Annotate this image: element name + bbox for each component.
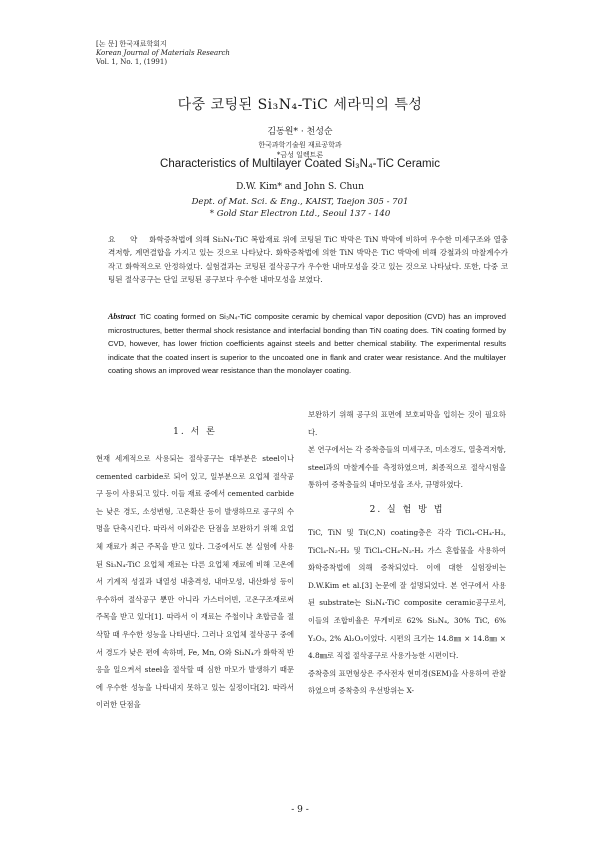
journal-name-en: Korean Journal of Materials Research	[96, 49, 230, 57]
paper-title-en: Characteristics of Multilayer Coated Si₃N₄-TiC Ceramic	[160, 158, 440, 170]
section-1-heading: 1. 서 론	[173, 427, 217, 437]
affiliation-en	[0, 196, 600, 220]
affiliation-en-2: * Gold Star Electron Ltd., Seoul 137 - 140	[209, 209, 391, 219]
right-paragraph-2: 본 연구에서는 각 증착층들의 미세구조, 미소경도, 열충격저항, steel과의 마찰계수를 측정하였으며, 최종적으로 절삭시험을 통하여 증착층들의 내마모성을 조사, 규명하였다.	[308, 445, 506, 490]
page-number: - 9 -	[291, 805, 309, 815]
section-2-paragraph-2: 증착층의 표면형상은 주사전자 현미경(SEM)을 사용하여 관찰하였으며 증착층의 우선방위는 X-	[308, 668, 506, 696]
journal-header	[96, 40, 230, 67]
paper-title-ko: 다중 코팅된 Si₃N₄-TiC 세라믹의 특성	[177, 97, 423, 113]
affiliation-ko	[0, 140, 600, 160]
right-paragraph-1: 보완하기 위해 공구의 표면에 보호피막을 입히는 것이 필요하다.	[308, 410, 506, 437]
abstract-en-label: Abstract	[108, 312, 136, 321]
abstract-ko-label: 요 약	[108, 235, 144, 244]
abstract-en-text: TiC coating formed on Si₃N₄-TiC composite ceramic by chemical vapor deposition (CVD) has an improved microstructures, better thermal shock resistance and interfacial bonding than TiN coating does. TiN coating formed by CVD, however, has lower friction coefficients against steels and better chemical stability. The experimental results indicate that the coated insert is superior to the uncoated one in flank and crater wear resistance. And the multilayer coating shows an improved wear resistance than the monolayer coating.	[108, 312, 506, 376]
left-column	[96, 418, 294, 714]
authors-en: D.W. Kim* and John S. Chun	[236, 182, 364, 192]
section-2-paragraph-1: TiC, TiN 및 Ti(C,N) coating층은 각각 TiCl₄-CH₄-H₂, TiCl₄-N₂-H₂ 및 TiCl₄-CH₄-N₂-H₂ 가스 혼합물을 사용하여 화학증착법에 의해 증착되었다. 이에 대한 실험장비는 D.W.Kim et al.[3] 논문에 잘 설명되었다. 본 연구에서 사용된 substrate는 Si₃N₄-TiC composite ceramic공구로서, 이들의 조합비율은 무게비로 62% Si₃N₄, 30% TiC, 6% Y₂O₃, 2% Al₂O₃이었다. 시편의 크기는 14.8㎜ × 14.8㎜ × 4.8㎜로 직접 절삭공구로 사용가능한 시편이다.	[308, 527, 506, 661]
abstract-ko-text: 화학증착법에 의해 Si₃N₄-TiC 복합재료 위에 코팅된 TiC 박막은 TiN 박막에 비하여 우수한 미세구조와 열충격저항, 계면결합을 가지고 있는 것으로 나타났다. 화학증착법에 의한 TiN 박막은 TiC 박막에 비해 강철과의 마찰계수가 작고 화학적으로 안정하였다. 실험결과는 코팅된 절삭공구가 우수한 내마모성을 갖고 있는 것으로 나타났다. 또한, 다중 코팅된 절삭공구는 단일 코팅된 공구보다 우수한 내마모성을 보였다.	[108, 235, 509, 285]
section-2-heading: 2. 실 험 방 법	[369, 504, 445, 515]
section-1-paragraph: 현재 세계적으로 사용되는 절삭공구는 대부분은 steel이나 cemented carbide로 되어 있고, 일부분으로 요업체 절삭공구 등이 사용되고 있다. 이들 재료 중에서 cemented carbide는 낮은 경도, 소성변형, 고온확산 등이 발생하므로 공구의 수명을 단축시킨다. 따라서 이와같은 단점을 보완하기 위해 요업체 재료가 최근 주목을 받고 있다. 그중에서도 본 실험에 사용된 Si₃N₄-TiC 요업체 재료는 다른 요업체 재료에 비해 고온에서 기계적 성질과 내열성 내충격성, 내마모성, 내산화성 등이 우수하여 절삭공구 뿐만 아니라 가스터어빈, 고온구조재로써 주목을 받고 있다[1]. 따라서 이 재료는 주철이나 초합금을 절삭할 때 우수한 성능을 나타낸다. 그러나 요업체 절삭공구 중에서 경도가 낮은 편에 속하며, Fe, Mn, O와 Si₃N₄가 화학적 반응을 일으켜서 steel을 절삭할 때 심한 마모가 발생하기 때문에 우수한 성능을 나타내지 못하고 있는 실정이다[2]. 따라서 이러한 단점을	[96, 454, 294, 710]
affiliation-ko-2: *금성 일렉트론	[276, 151, 324, 159]
affiliation-ko-1: 한국과학기술원 재료공학과	[258, 141, 342, 149]
affiliation-en-1: Dept. of Mat. Sci. & Eng., KAIST, Taejon 305 - 701	[191, 197, 409, 207]
abstract-en	[108, 310, 506, 378]
abstract-ko	[108, 233, 508, 287]
authors-ko: 김동원* · 천성순	[267, 127, 333, 137]
right-column	[308, 406, 506, 700]
journal-name-ko: [논 문] 한국재료학회지	[96, 40, 167, 48]
journal-volume: Vol. 1, No. 1, (1991)	[96, 58, 168, 66]
